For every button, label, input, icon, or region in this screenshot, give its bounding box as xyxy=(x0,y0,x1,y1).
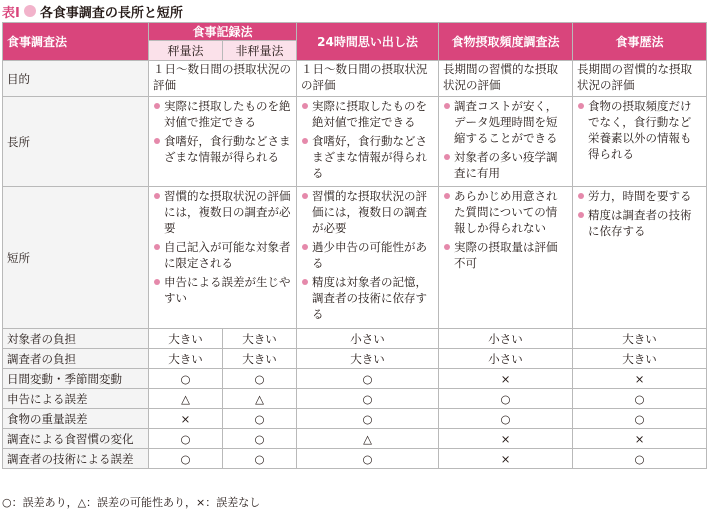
row-label: 食物の重量誤差 xyxy=(3,409,149,429)
bullet-item: 労力，時間を要する xyxy=(577,188,702,204)
header-weighed: 秤量法 xyxy=(149,41,223,61)
cell-weighed: ○ xyxy=(149,429,223,449)
bullet-list xyxy=(577,98,702,162)
bullet-item: 食物の摂取頻度だけでなく，食行動など栄養素以外の情報も得られる xyxy=(577,98,702,162)
merit-record xyxy=(149,97,297,187)
cell-weighed: × xyxy=(149,409,223,429)
cell-recall: ○ xyxy=(297,449,439,469)
cell-weighed: △ xyxy=(149,389,223,409)
bullet-list xyxy=(577,188,702,239)
row-label: 日間変動・季節間変動 xyxy=(3,369,149,389)
cell-recall: ○ xyxy=(297,389,439,409)
cell-history: 大きい xyxy=(573,329,707,349)
table-title-text: 各食事調査の長所と短所 xyxy=(39,5,183,21)
cell-recall: 小さい xyxy=(297,329,439,349)
cell-ffq: 小さい xyxy=(439,329,573,349)
cell-history: ○ xyxy=(573,409,707,429)
row-merit xyxy=(3,97,707,187)
bullet-item: 調査コストが安く，データ処理時間を短縮することができる xyxy=(443,98,568,146)
cell-ffq: × xyxy=(439,449,573,469)
table-title xyxy=(2,2,183,20)
table-row xyxy=(3,409,707,429)
cell-nonweighed: ○ xyxy=(223,369,297,389)
row-purpose xyxy=(3,61,707,97)
purpose-record: １日〜数日間の摂取状況の評価 xyxy=(149,61,297,97)
table-row xyxy=(3,389,707,409)
demerit-record xyxy=(149,187,297,329)
cell-history: ○ xyxy=(573,389,707,409)
row-label: 長所 xyxy=(3,97,149,187)
cell-ffq: ○ xyxy=(439,409,573,429)
bullet-item: 習慣的な摂取状況の評価には，複数日の調査が必要 xyxy=(301,188,434,236)
bullet-item: 食嗜好，食行動などさまざまな情報が得られる xyxy=(301,133,434,181)
table-number: 表Ⅰ xyxy=(2,5,20,21)
purpose-recall: １日〜数日間の摂取状況の評価 xyxy=(297,61,439,97)
row-label: 申告による誤差 xyxy=(3,389,149,409)
cell-nonweighed: ○ xyxy=(223,429,297,449)
table-row xyxy=(3,429,707,449)
cell-nonweighed: 大きい xyxy=(223,349,297,369)
table-row xyxy=(3,349,707,369)
bullet-item: 実際に摂取したものを絶対値で推定できる xyxy=(153,98,292,130)
bullet-item: 習慣的な摂取状況の評価には，複数日の調査が必要 xyxy=(153,188,292,236)
bullet-item: 自己記入が可能な対象者に限定される xyxy=(153,239,292,271)
row-label: 短所 xyxy=(3,187,149,329)
table-row xyxy=(3,449,707,469)
merit-ffq xyxy=(439,97,573,187)
cell-recall: 大きい xyxy=(297,349,439,369)
table-row xyxy=(3,329,707,349)
cell-nonweighed: ○ xyxy=(223,449,297,469)
cell-recall: ○ xyxy=(297,409,439,429)
merit-history xyxy=(573,97,707,187)
footnote: ○：誤差あり，△：誤差の可能性あり，×：誤差なし xyxy=(2,496,261,509)
cell-history: 大きい xyxy=(573,349,707,369)
demerit-ffq xyxy=(439,187,573,329)
cell-ffq: × xyxy=(439,369,573,389)
cell-weighed: 大きい xyxy=(149,349,223,369)
bullet-item: あらかじめ用意された質問についての情報しか得られない xyxy=(443,188,568,236)
header-method: 食事調査法 xyxy=(3,23,149,61)
cell-weighed: ○ xyxy=(149,449,223,469)
purpose-history: 長期間の習慣的な摂取状況の評価 xyxy=(573,61,707,97)
cell-nonweighed: ○ xyxy=(223,409,297,429)
bullet-list xyxy=(301,98,434,181)
bullet-item: 実際に摂取したものを絶対値で推定できる xyxy=(301,98,434,130)
cell-history: ○ xyxy=(573,449,707,469)
cell-weighed: 大きい xyxy=(149,329,223,349)
row-label: 調査による食習慣の変化 xyxy=(3,429,149,449)
row-label: 目的 xyxy=(3,61,149,97)
bullet-item: 実際の摂取量は評価不可 xyxy=(443,239,568,271)
cell-nonweighed: 大きい xyxy=(223,329,297,349)
bullet-item: 申告による誤差が生じやすい xyxy=(153,274,292,306)
cell-history: × xyxy=(573,369,707,389)
table-row xyxy=(3,369,707,389)
bullet-list xyxy=(153,98,292,165)
cell-nonweighed: △ xyxy=(223,389,297,409)
purpose-ffq: 長期間の習慣的な摂取状況の評価 xyxy=(439,61,573,97)
cell-ffq: 小さい xyxy=(439,349,573,369)
row-label: 対象者の負担 xyxy=(3,329,149,349)
header-ffq: 食物摂取頻度調査法 xyxy=(439,23,573,61)
cell-ffq: ○ xyxy=(439,389,573,409)
merit-recall xyxy=(297,97,439,187)
bullet-list xyxy=(443,188,568,271)
bullet-item: 食嗜好，食行動などさまざまな情報が得られる xyxy=(153,133,292,165)
header-recall: 24時間思い出し法 xyxy=(297,23,439,61)
bullet-item: 精度は対象者の記憶，調査者の技術に依存する xyxy=(301,274,434,322)
bullet-item: 過少申告の可能性がある xyxy=(301,239,434,271)
cell-weighed: ○ xyxy=(149,369,223,389)
demerit-history xyxy=(573,187,707,329)
comparison-table xyxy=(2,22,707,469)
bullet-list xyxy=(153,188,292,306)
row-label: 調査者の負担 xyxy=(3,349,149,369)
bullet-item: 精度は調査者の技術に依存する xyxy=(577,207,702,239)
bullet-list xyxy=(301,188,434,322)
cell-history: × xyxy=(573,429,707,449)
demerit-recall xyxy=(297,187,439,329)
row-label: 調査者の技術による誤差 xyxy=(3,449,149,469)
bullet-item: 対象者の多い疫学調査に有用 xyxy=(443,149,568,181)
header-nonweighed: 非秤量法 xyxy=(223,41,297,61)
header-record: 食事記録法 xyxy=(149,23,297,41)
circle-icon xyxy=(24,5,36,17)
row-demerit xyxy=(3,187,707,329)
bullet-list xyxy=(443,98,568,181)
cell-recall: △ xyxy=(297,429,439,449)
header-history: 食事歴法 xyxy=(573,23,707,61)
cell-ffq: × xyxy=(439,429,573,449)
cell-recall: ○ xyxy=(297,369,439,389)
